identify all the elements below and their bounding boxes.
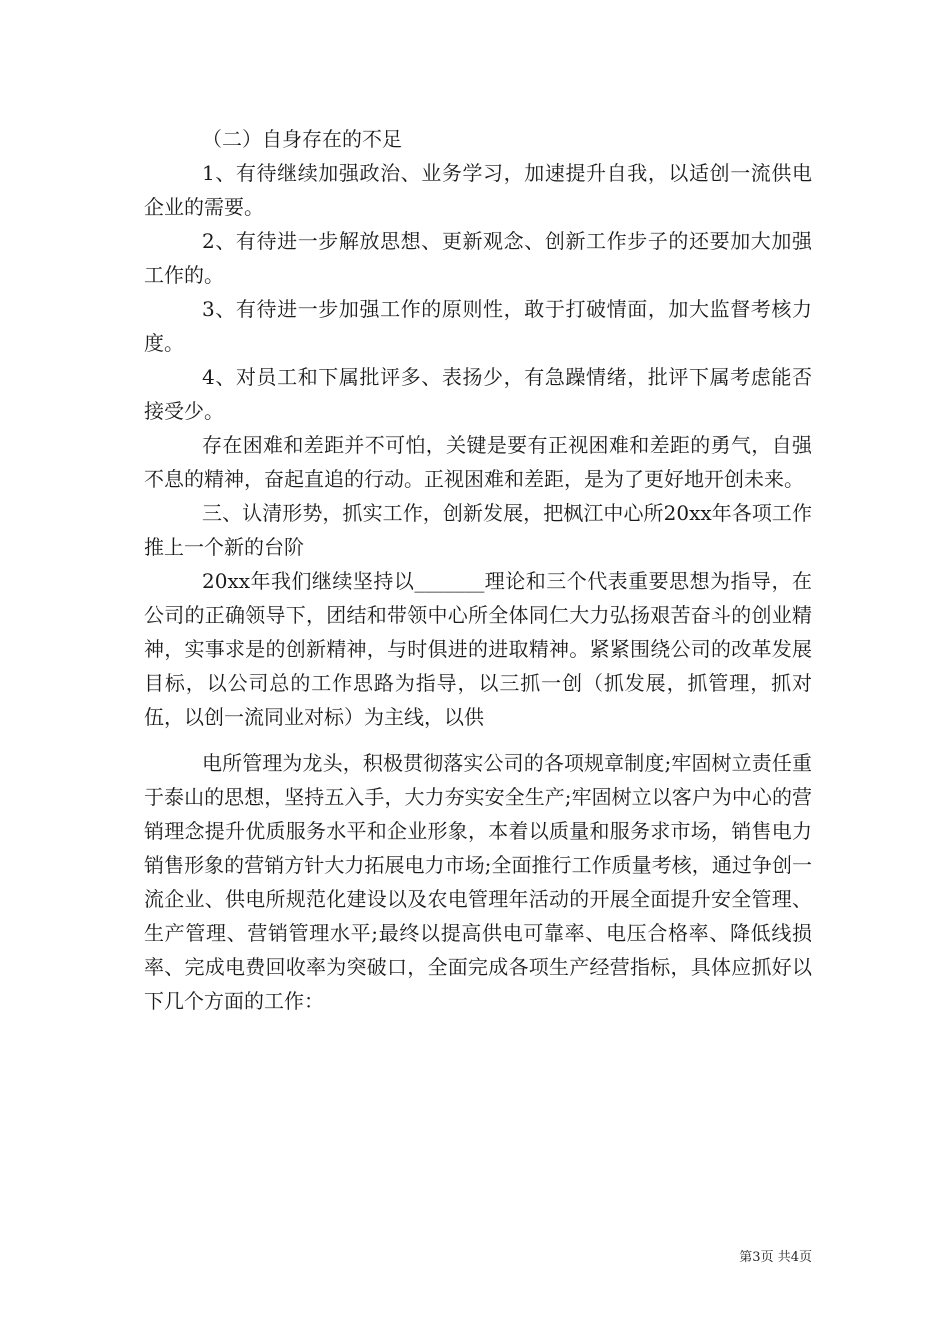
section-heading: （二）自身存在的不足 bbox=[202, 127, 402, 151]
paragraph-summary: 存在困难和差距并不可怕，关键是要有正视困难和差距的勇气，自强不息的精神，奋起直追的行动。正视困难和差距，是为了更好地开创未来。 bbox=[144, 433, 812, 491]
footer-prefix: 第 bbox=[739, 1250, 753, 1265]
paragraph-item-2: 2、有待进一步解放思想、更新观念、创新工作步子的还要加大加强工作的。 bbox=[144, 229, 812, 287]
page-footer bbox=[700, 1249, 812, 1267]
footer-total-pages: 4 bbox=[790, 1250, 799, 1265]
paragraph-plan-continued: 电所管理为龙头，积极贯彻落实公司的各项规章制度;牢固树立责任重于泰山的思想，坚持五入手，大力夯实安全生产;牢固树立以客户为中心的营销理念提升优质服务水平和企业形象，本着以质量和服务求市场，销售电力销售形象的营销方针大力拓展电力市场;全面推行工作质量考核，通过争创一流企业、供电所规范化建设以及农电管理年活动的开展全面提升安全管理、生产管理、营销管理水平;最终以提高供电可靠率、电压合格率、降低线损率、完成电费回收率为突破口，全面完成各项生产经营指标，具体应抓好以下几个方面的工作： bbox=[144, 751, 812, 1013]
paragraph-item-4: 4、对员工和下属批评多、表扬少，有急躁情绪，批评下属考虑能否接受少。 bbox=[144, 365, 812, 423]
footer-current-page: 3 bbox=[752, 1250, 761, 1265]
paragraph-item-1: 1、有待继续加强政治、业务学习，加速提升自我，以适创一流供电企业的需要。 bbox=[144, 161, 812, 219]
footer-middle: 页 共 bbox=[760, 1250, 791, 1265]
paragraph-item-3: 3、有待进一步加强工作的原则性，敢于打破情面，加大监督考核力度。 bbox=[144, 297, 812, 355]
paragraph-plan: 20xx年我们继续坚持以_______理论和三个代表重要思想为指导，在公司的正确领导下，团结和带领中心所全体同仁大力弘扬艰苦奋斗的创业精神，实事求是的创新精神，与时俱进的进取精神。紧紧围绕公司的改革发展目标，以公司总的工作思路为指导，以三抓一创（抓发展，抓管理，抓对伍，以创一流同业对标）为主线，以供 bbox=[144, 569, 812, 729]
document-body bbox=[144, 122, 812, 1018]
footer-suffix: 页 bbox=[798, 1250, 812, 1265]
section-three-heading: 三、认清形势，抓实工作，创新发展，把枫江中心所20xx年各项工作推上一个新的台阶 bbox=[144, 501, 812, 559]
